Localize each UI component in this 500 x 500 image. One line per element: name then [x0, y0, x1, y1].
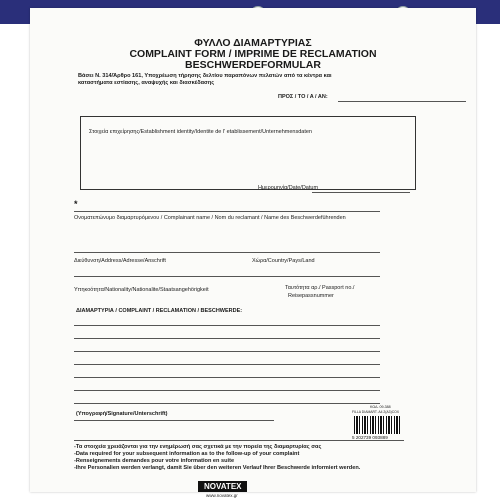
website-text: www.novatex.gr	[206, 493, 238, 498]
nationality-label: Υπηκοότητα/Nationality/Nationalite/Staatsangehörigkeit	[74, 287, 209, 293]
complaint-line[interactable]	[74, 338, 380, 339]
complaint-form-sheet	[30, 8, 476, 498]
date-line[interactable]	[312, 192, 410, 193]
address-line[interactable]	[74, 276, 380, 277]
signature-label: (Υπογραφή/Signature/Unterschrift)	[76, 411, 168, 417]
footer-divider-line	[74, 440, 404, 441]
novatex-logo	[198, 481, 247, 492]
passport-label: Ταυτότητα αρ./ Passport no./	[285, 285, 355, 291]
form-title-english-french: COMPLAINT FORM / IMPRIME DE RECLAMATION	[129, 48, 377, 60]
footer-line-french: -Renseignements demandes pour votre information en suite	[74, 458, 235, 464]
footer-line-german: -Ihre Personalien werden verlangt, damit Sie über den weiteren Verlauf Ihrer Beschwerde informiert werden.	[74, 465, 361, 471]
complaint-line[interactable]	[74, 364, 380, 365]
top-divider-line	[74, 211, 380, 212]
establishment-box[interactable]	[80, 116, 416, 190]
product-description: FILLA DIAMART. A4 2(A3)COX	[352, 410, 400, 414]
complainant-name-line[interactable]	[74, 252, 380, 253]
footer-line-greek: -Τα στοιχεία χρειάζονται για την ενημέρωσή σας σχετικά με την πορεία της διαμαρτυρίας σας	[74, 444, 322, 450]
novatex-brand: NOVATEX	[204, 482, 242, 491]
complaint-line[interactable]	[74, 390, 380, 391]
complaint-line[interactable]	[74, 351, 380, 352]
product-code: ΚΩΔ. 09-388	[370, 405, 391, 409]
form-title-greek: ΦΥΛΛΟ ΔΙΑΜΑΡΤΥΡΙΑΣ	[194, 37, 312, 49]
signature-line[interactable]	[74, 420, 274, 421]
complaint-line[interactable]	[74, 325, 380, 326]
required-asterisk: *	[74, 199, 78, 209]
country-label: Χώρα/Country/Pays/Land	[252, 258, 315, 264]
barcode-number: 5 202739 093889	[352, 435, 388, 440]
establishment-label: Στοιχεία επιχείρησης/Establishment identity/Identite de l' etablissement/Unternehmensdaten	[89, 129, 312, 135]
law-reference-text: Βάσει Ν. 314/Άρθρο 161, Υποχρέωση τήρησης δελτίου παραπόνων πελατών από τα κέντρα και καταστήματα εστίασης, αναψυχής και διασκέδασης	[78, 73, 332, 86]
complaint-label: ΔΙΑΜΑΡΤΥΡΙΑ / COMPLAINT / RECLAMATION / BESCHWERDE:	[76, 308, 243, 314]
passport-label-german: Reisepassnummer	[288, 293, 334, 299]
address-label: Διεύθυνση/Address/Adresse/Anschrift	[74, 258, 166, 264]
barcode	[354, 416, 400, 434]
complaint-line[interactable]	[74, 377, 380, 378]
complainant-name-label: Ονοματεπώνυμο διαμαρτυρόμενου / Complainant name / Nom du reclamant / Name des Beschwerdeführenden	[74, 215, 346, 221]
form-title-german: BESCHWERDEFORMULAR	[185, 59, 321, 71]
to-label: ΠΡΟΣ / TO / A / AN:	[278, 94, 328, 100]
to-line[interactable]	[338, 101, 466, 102]
complaint-line[interactable]	[74, 403, 380, 404]
date-label: Ημερομηνία/Date/Datum	[258, 185, 319, 191]
footer-line-english: -Data required for your subsequent information as to the follow-up of your complaint	[74, 451, 300, 457]
